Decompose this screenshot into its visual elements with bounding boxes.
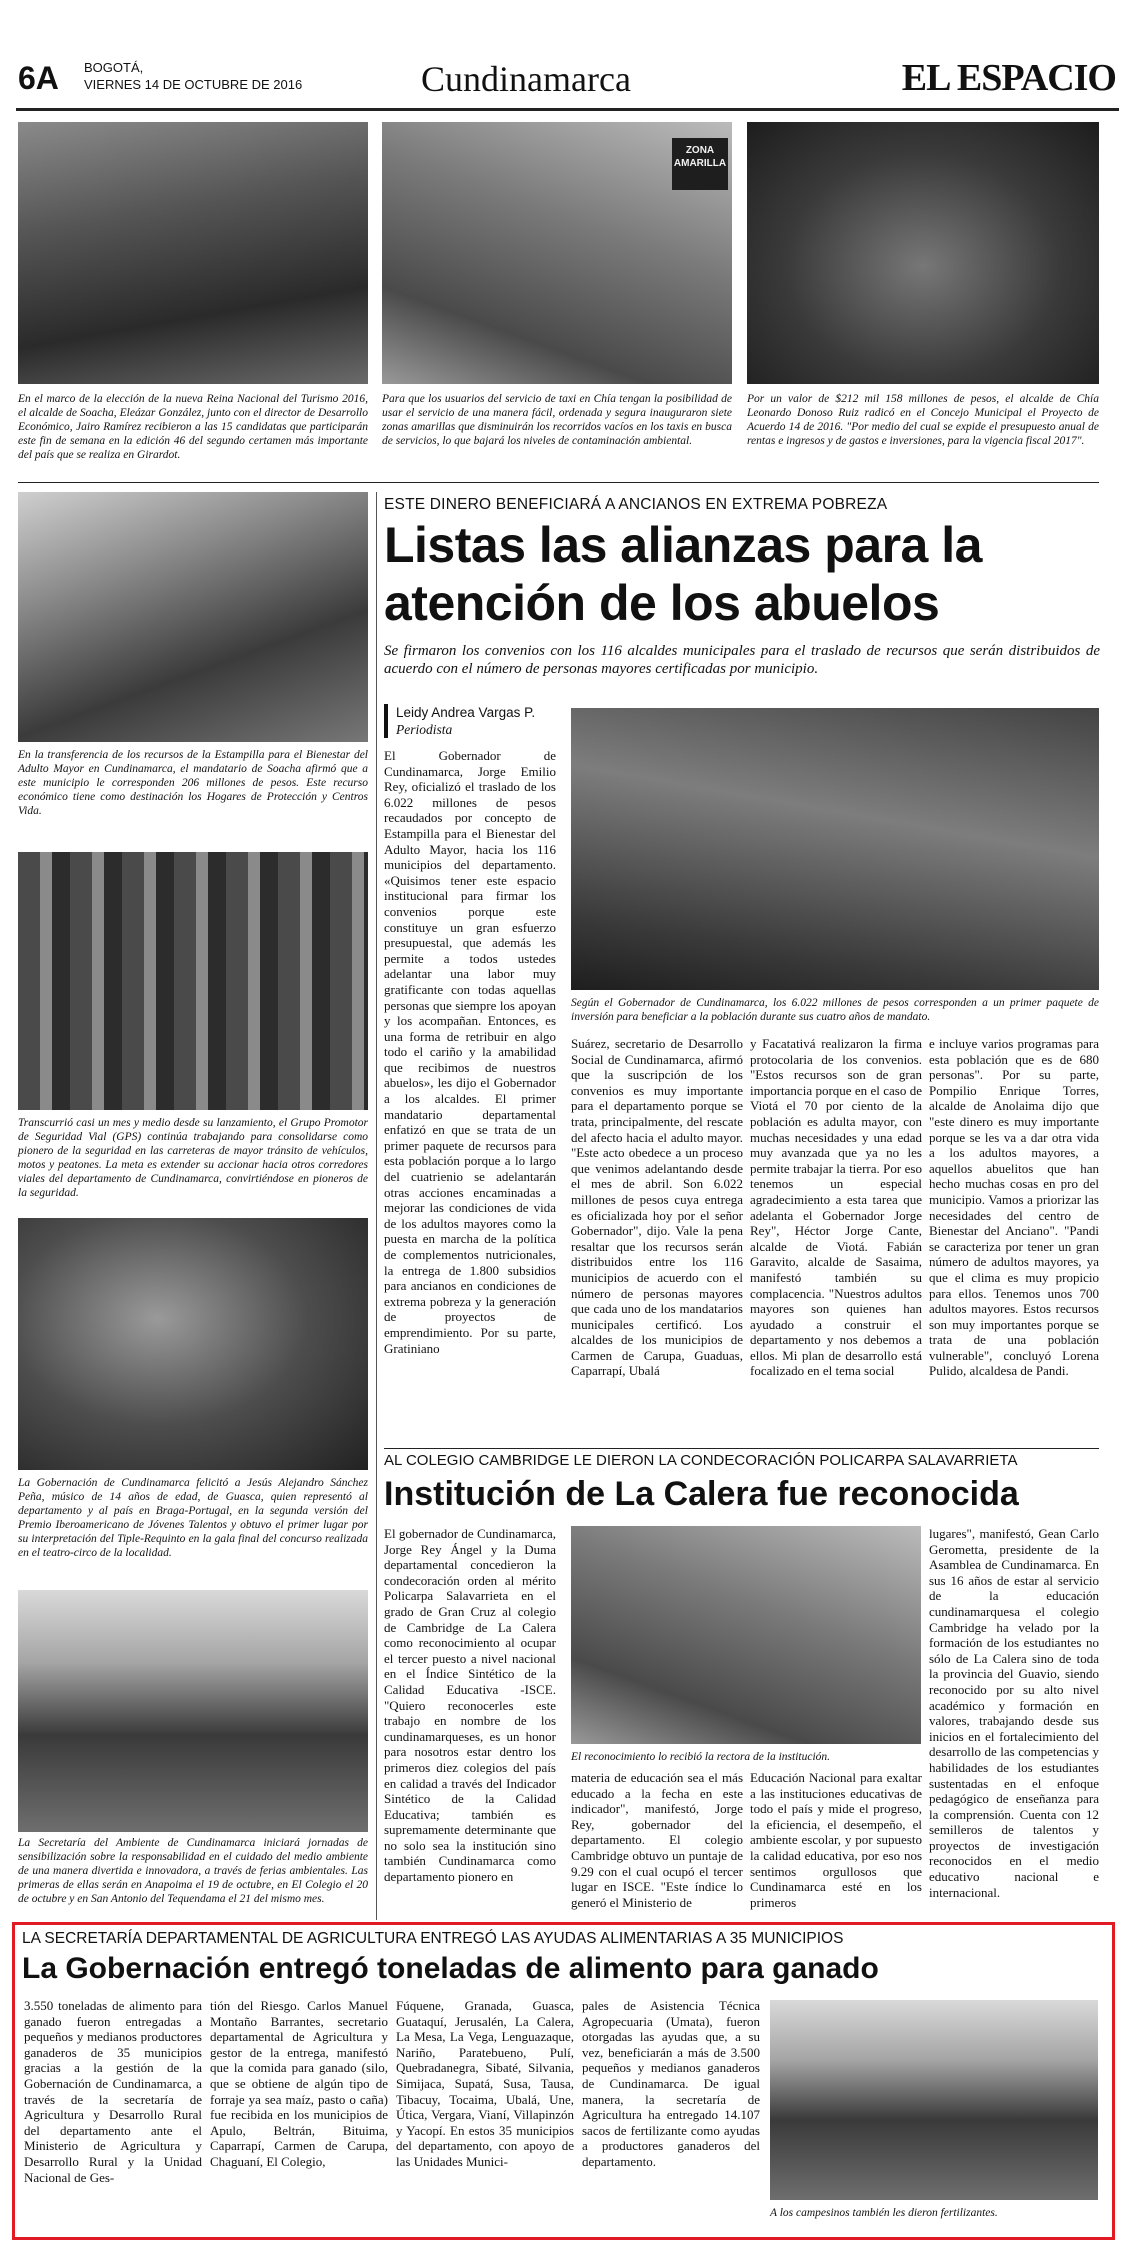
- photo-ferias-ambientales: [18, 1590, 368, 1832]
- page-number: 6A: [18, 60, 59, 96]
- photo-reina-candidatas: [18, 122, 368, 384]
- caption-grupo-gps: Transcurrió casi un mes y medio desde su lanzamiento, el Grupo Promotor de Seguridad Vial (GPS) continúa trabajando para consolidarse como pionero de la seguridad en las carreteras de mayor tránsito de vehículos, motos y peatones. La meta es extender su accionar hacia otros corredores viales del departamento de Cundinamarca, convirtiéndose en pioneros de la seguridad.: [18, 1117, 368, 1199]
- photo-grupo-gps: [18, 852, 368, 1110]
- article-calera-kicker: AL COLEGIO CAMBRIDGE LE DIERON LA CONDECORACIÓN POLICARPA SALAVARRIETA: [384, 1452, 1018, 1469]
- article-ganado-kicker: LA SECRETARÍA DEPARTAMENTAL DE AGRICULTURA ENTREGÓ LAS AYUDAS ALIMENTARIAS A 35 MUNICIPIOS: [22, 1930, 844, 1947]
- section-title: Cundinamarca: [421, 59, 631, 99]
- article-calera-col-3: Educación Nacional para exaltar a las instituciones educativas de todo el país y mide el progreso, la eficiencia, el desempeño, el ambiente escolar, y por supuesto la calidad educativa, por eso nos sentimos orgullosos que Cundinamarca esté en los primeros: [750, 1770, 922, 1910]
- article-abuelos-col-2: Suárez, secretario de Desarrollo Social de Cundinamarca, afirmó que la suscripción de los convenios es muy importante para el departamento porque se trata, principalmente, del rescate del afecto hacia el adulto mayor. "Este acto obedece a un proceso que venimos adelantando desde el mes de abril. Son 6.022 millones de pesos cuya entrega es oficializada hoy por el señor Gobernador", dijo. Vale la pena resaltar que los recursos serán distribuidos entre los 116 municipios de acuerdo con el número de personas mayores que cada uno de los mandatarios municipales certificó. Los alcaldes de los municipios de Carmen de Carupa, Guaduas, Caparrapí, Ubalá: [571, 1036, 743, 1379]
- article-abuelos-deck: Se firmaron los convenios con los 116 alcaldes municipales para el traslado de recursos que serán distribuidos de acuerdo con el número de personas mayores certificadas por municipio.: [384, 643, 1100, 677]
- article-calera-headline: Institución de La Calera fue reconocida: [384, 1475, 1019, 1513]
- article-abuelos-col-4: e incluye varios programas para esta población que es de 680 personas". Por su parte, Pompilio Enrique Torres, alcalde de Anolaima dijo que "este dinero es muy importante porque se les va a dar otra vida a los adultos mayores, a aquellos abuelitos que han hecho muchas cosas en pro del municipio. Vamos a priorizar las necesidades del centro de Bienestar del Anciano". "Pandi se caracteriza por tener un gran número de adultos mayores, ya que el clima es muy propicio para ellos. Tenemos unos 700 adultos mayores. Estos recursos son muy importantes porque se trata de una población vulnerable", concluyó Lorena Pulido, alcaldesa de Pandi.: [929, 1036, 1099, 1379]
- caption-adultos-mayores: Según el Gobernador de Cundinamarca, los 6.022 millones de pesos corresponden a un primer paquete de inversión para beneficiar a la población durante sus cuatro años de mandato.: [571, 997, 1099, 1023]
- photo-firma-soacha: [18, 492, 368, 742]
- zona-amarilla-sign: ZONA AMARILLA: [672, 138, 728, 190]
- top-row-rule: [18, 482, 1099, 483]
- article-abuelos-kicker: ESTE DINERO BENEFICIARÁ A ANCIANOS EN EXTREMA POBREZA: [384, 496, 888, 513]
- article-ganado-col-2: tión del Riesgo. Carlos Manuel Montaño Barrantes, secretario departamental de Agricultura y gestor de la entrega, manifestó que la comida para ganado (silo, que se obtiene de algún tipo de forraje ya sea maíz, pasto o caña) fue recibida en los municipios de Apulo, Beltrán, Bituima, Caparrapí, Carmen de Carupa, Chaguaní, El Colegio,: [210, 1998, 388, 2169]
- article-calera-col-2: materia de educación sea el más educado a la fecha en este indicador", manifestó, Jorge Rey, gobernador del departamento. El colegio Cambridge obtuvo un puntaje de 9.29 con el cual ocupó el tercer lugar en ISCE. "Este índice lo generó el Ministerio de: [571, 1770, 743, 1910]
- author-name: Leidy Andrea Vargas P.: [396, 705, 536, 720]
- caption-firma-soacha: En la transferencia de los recursos de la Estampilla para el Bienestar del Adulto Mayor en Cundinamarca, el mandatario de Soacha afirmó que a este municipio le corresponden 206 millones de pesos. Este recurso económico tiene como destinación los Hogares de Protección y Centros Vida.: [18, 749, 368, 817]
- article-ganado-col-4: pales de Asistencia Técnica Agropecuaria (Umata), fueron otorgadas las ayudas que, a su vez, beneficiarán a más de 3.500 pequeños y medianos ganaderos de Cundinamarca. De igual manera, la secretaría de Agricultura ha entregado 14.107 sacos de fertilizante como ayudas a productores ganaderos del departamento.: [582, 1998, 760, 2169]
- caption-campesinos-fertilizantes: A los campesinos también les dieron fertilizantes.: [770, 2207, 998, 2219]
- article-calera-col-4: lugares", manifestó, Gean Carlo Gerometta, presidente de la Asamblea de Cundinamarca. En sus 16 años de estar al servicio de la educación cundinamarquesa el colegio Cambridge ha velado por la formación de los estudiantes no sólo de La Calera sino de toda la provincia del Guavio, siendo reconocido por su alto nivel académico y formación en valores, trabajando desde sus inicios en el fortalecimiento del desarrollo de las competencias y habilidades de los estudiantes sustentadas en el enfoque pedagógico de enseñanza para la comprensión. Cuenta con 12 semilleros de talentos y proyectos de investigación reconocidos en el medio educativo nacional e internacional.: [929, 1526, 1099, 1900]
- caption-zonas-amarillas: Para que los usuarios del servicio de taxi en Chía tengan la posibilidad de usar el servicio de una manera fácil, ordenada y segura inauguraron siete zonas amarillas que disminuirán los recorridos vacíos en los taxis en busca de servicios, lo que bajará los niveles de contaminación ambiental.: [382, 393, 732, 447]
- photo-alcalde-chia: [747, 122, 1099, 384]
- photo-musico-guasca: [18, 1218, 368, 1470]
- photo-campesinos-fertilizantes: [770, 2000, 1098, 2200]
- article-abuelos-headline: Listas las alianzas para la atención de los abuelos: [384, 517, 982, 631]
- article-abuelos-byline: [384, 704, 566, 738]
- article-abuelos-col-3: y Facatativá realizaron la firma protocolaria de los convenios. "Estos recursos son de gran importancia porque en el caso de Viotá el 70 por ciento de la población es adulta mayor, con muchas necesidades y una edad muy avanzada que ya no les permite trabajar la tierra. Por eso tenemos un especial agradecimiento a esta tarea que adelanta el Gobernador Jorge Rey", Héctor Jorge Cante, alcalde de Viotá. Fabián Garavito, alcalde de Sasaima, manifestó también su complacencia. "Nuestros adultos mayores son quienes han ayudado a construir el departamento y nos debemos a ellos. Mi plan de desarrollo está focalizado en el tema social: [750, 1036, 922, 1379]
- caption-alcalde-chia: Por un valor de $212 mil 158 millones de pesos, el alcalde de Chía Leonardo Donoso Ruiz radicó en el Concejo Municipal el Proyecto de Acuerdo 14 de 2016. "Por medio del cual se expide el presupuesto anual de rentas e ingresos y de gastos e inversiones, para la vigencia fiscal 2017".: [747, 393, 1099, 447]
- masthead-city: BOGOTÁ,: [84, 60, 144, 75]
- masthead-date: VIERNES 14 DE OCTUBRE DE 2016: [84, 77, 303, 92]
- article-calera-col-1: El gobernador de Cundinamarca, Jorge Rey Ángel y la Duma departamental concedieron la condecoración orden al mérito Policarpa Salavarrieta en el grado de Gran Cruz al colegio de Cambridge de La Calera como reconocimiento al ocupar el tercer puesto a nivel nacional en el Índice Sintético de la Calidad Educativa -ISCE. "Quiero reconocerles este trabajo en nombre de los cundinamarqueses, es un honor para nosotros estar dentro los primeros diez colegios del país en calidad a través del Indicador Sintético de la Calidad Educativa; también es supremamente determinante que no solo sea la institución sino también Cundinamarca como departamento pionero en: [384, 1526, 556, 1885]
- abuelos-bottom-rule: [384, 1448, 1099, 1449]
- left-column-divider: [376, 492, 377, 1920]
- caption-reina: En el marco de la elección de la nueva Reina Nacional del Turismo 2016, el alcalde de Soacha, Eleázar González, junto con el director de Desarrollo Económico, Jairo Ramírez recibieron a las 15 candidatas que participarán este fin de semana en la edición 46 del segundo certamen más importante del país que se realiza en Girardot.: [18, 393, 368, 461]
- caption-colegio-cambridge: El reconocimiento lo recibió la rectora de la institución.: [571, 1751, 831, 1763]
- photo-adultos-mayores: [571, 708, 1099, 990]
- photo-colegio-cambridge: [571, 1526, 921, 1744]
- article-ganado-col-3: Fúquene, Granada, Guasca, Guataquí, Jerusalén, La Calera, La Mesa, La Vega, Lenguazaque, Nariño, Paratebueno, Pulí, Quebradanegra, Sibaté, Silvania, Simijaca, Supatá, Susa, Tausa, Tibacuy, Tocaima, Ubalá, Une, Útica, Vergara, Vianí, Villapinzón y Yacopí. En estos 35 municipios del departamento, con apoyo de las Unidades Munici-: [396, 1998, 574, 2169]
- article-ganado-headline: La Gobernación entregó toneladas de alimento para ganado: [22, 1952, 879, 1985]
- photo-zonas-amarillas: [382, 122, 732, 384]
- caption-ferias-ambientales: La Secretaría del Ambiente de Cundinamarca iniciará jornadas de sensibilización sobre la responsabilidad en el cuidado del medio ambiente de una manera divertida e innovadora, a través de ferias ambientales. Las primeras de ellas serán en Anapoima el 19 de octubre, en El Colegio el 20 de octubre y en San Antonio del Tequendama el 21 del mismo mes.: [18, 1837, 368, 1905]
- article-ganado-col-1: 3.550 toneladas de alimento para ganado fueron entregadas a pequeños y medianos productores ganaderos de 35 municipios gracias a la gestión de la Gobernación de Cundinamarca, a través de la secretaría de Agricultura y Desarrollo Rural del departamento ante el Ministerio de Agricultura y Desarrollo Rural y la Unidad Nacional de Ges-: [24, 1998, 202, 2185]
- masthead: [16, 58, 1119, 108]
- author-role: Periodista: [396, 722, 453, 737]
- article-abuelos-col-1: El Gobernador de Cundinamarca, Jorge Emilio Rey, oficializó el traslado de los 6.022 millones de pesos recaudados por concepto de Estampilla para el Bienestar del Adulto Mayor, hacia los 116 municipios del departamento. «Quisimos tener este espacio institucional para firmar los convenios porque este constituye un gran esfuerzo presupuestal, que además les permite a todos ustedes adelantar una labor muy gratificante con todas aquellas personas que siempre los apoyan y los acompañan. Entonces, es una forma de retribuir en algo todo el cariño y la amabilidad que recibimos de nuestros abuelos», les dijo el Gobernador a los alcaldes. El primer mandatario departamental enfatizó en que se trata de un primer paquete de recursos para esta población porque a lo largo del cuatrienio se adelantarán otras acciones encaminadas a mejorar las condiciones de vida de los adultos mayores como la puesta en marcha de la política de complementos nutricionales, la entrega de 1.800 subsidios para ancianos en condiciones de extrema pobreza y la generación de proyectos de emprendimiento. Por su parte, Gratiniano: [384, 748, 556, 1356]
- newspaper-logo: EL ESPACIO: [901, 57, 1116, 99]
- masthead-rule: [16, 108, 1119, 111]
- caption-musico-guasca: La Gobernación de Cundinamarca felicitó a Jesús Alejandro Sánchez Peña, músico de 14 años de edad, de Guasca, quien representó al departamento y al país en Braga-Portugal, en la segunda versión del Premio Iberoamericano de Jóvenes Talentos y obtuvo el primer lugar por su interpretación del Tiple-Requinto en la gala final del concurso realizada en el teatro-circo de la localidad.: [18, 1477, 368, 1559]
